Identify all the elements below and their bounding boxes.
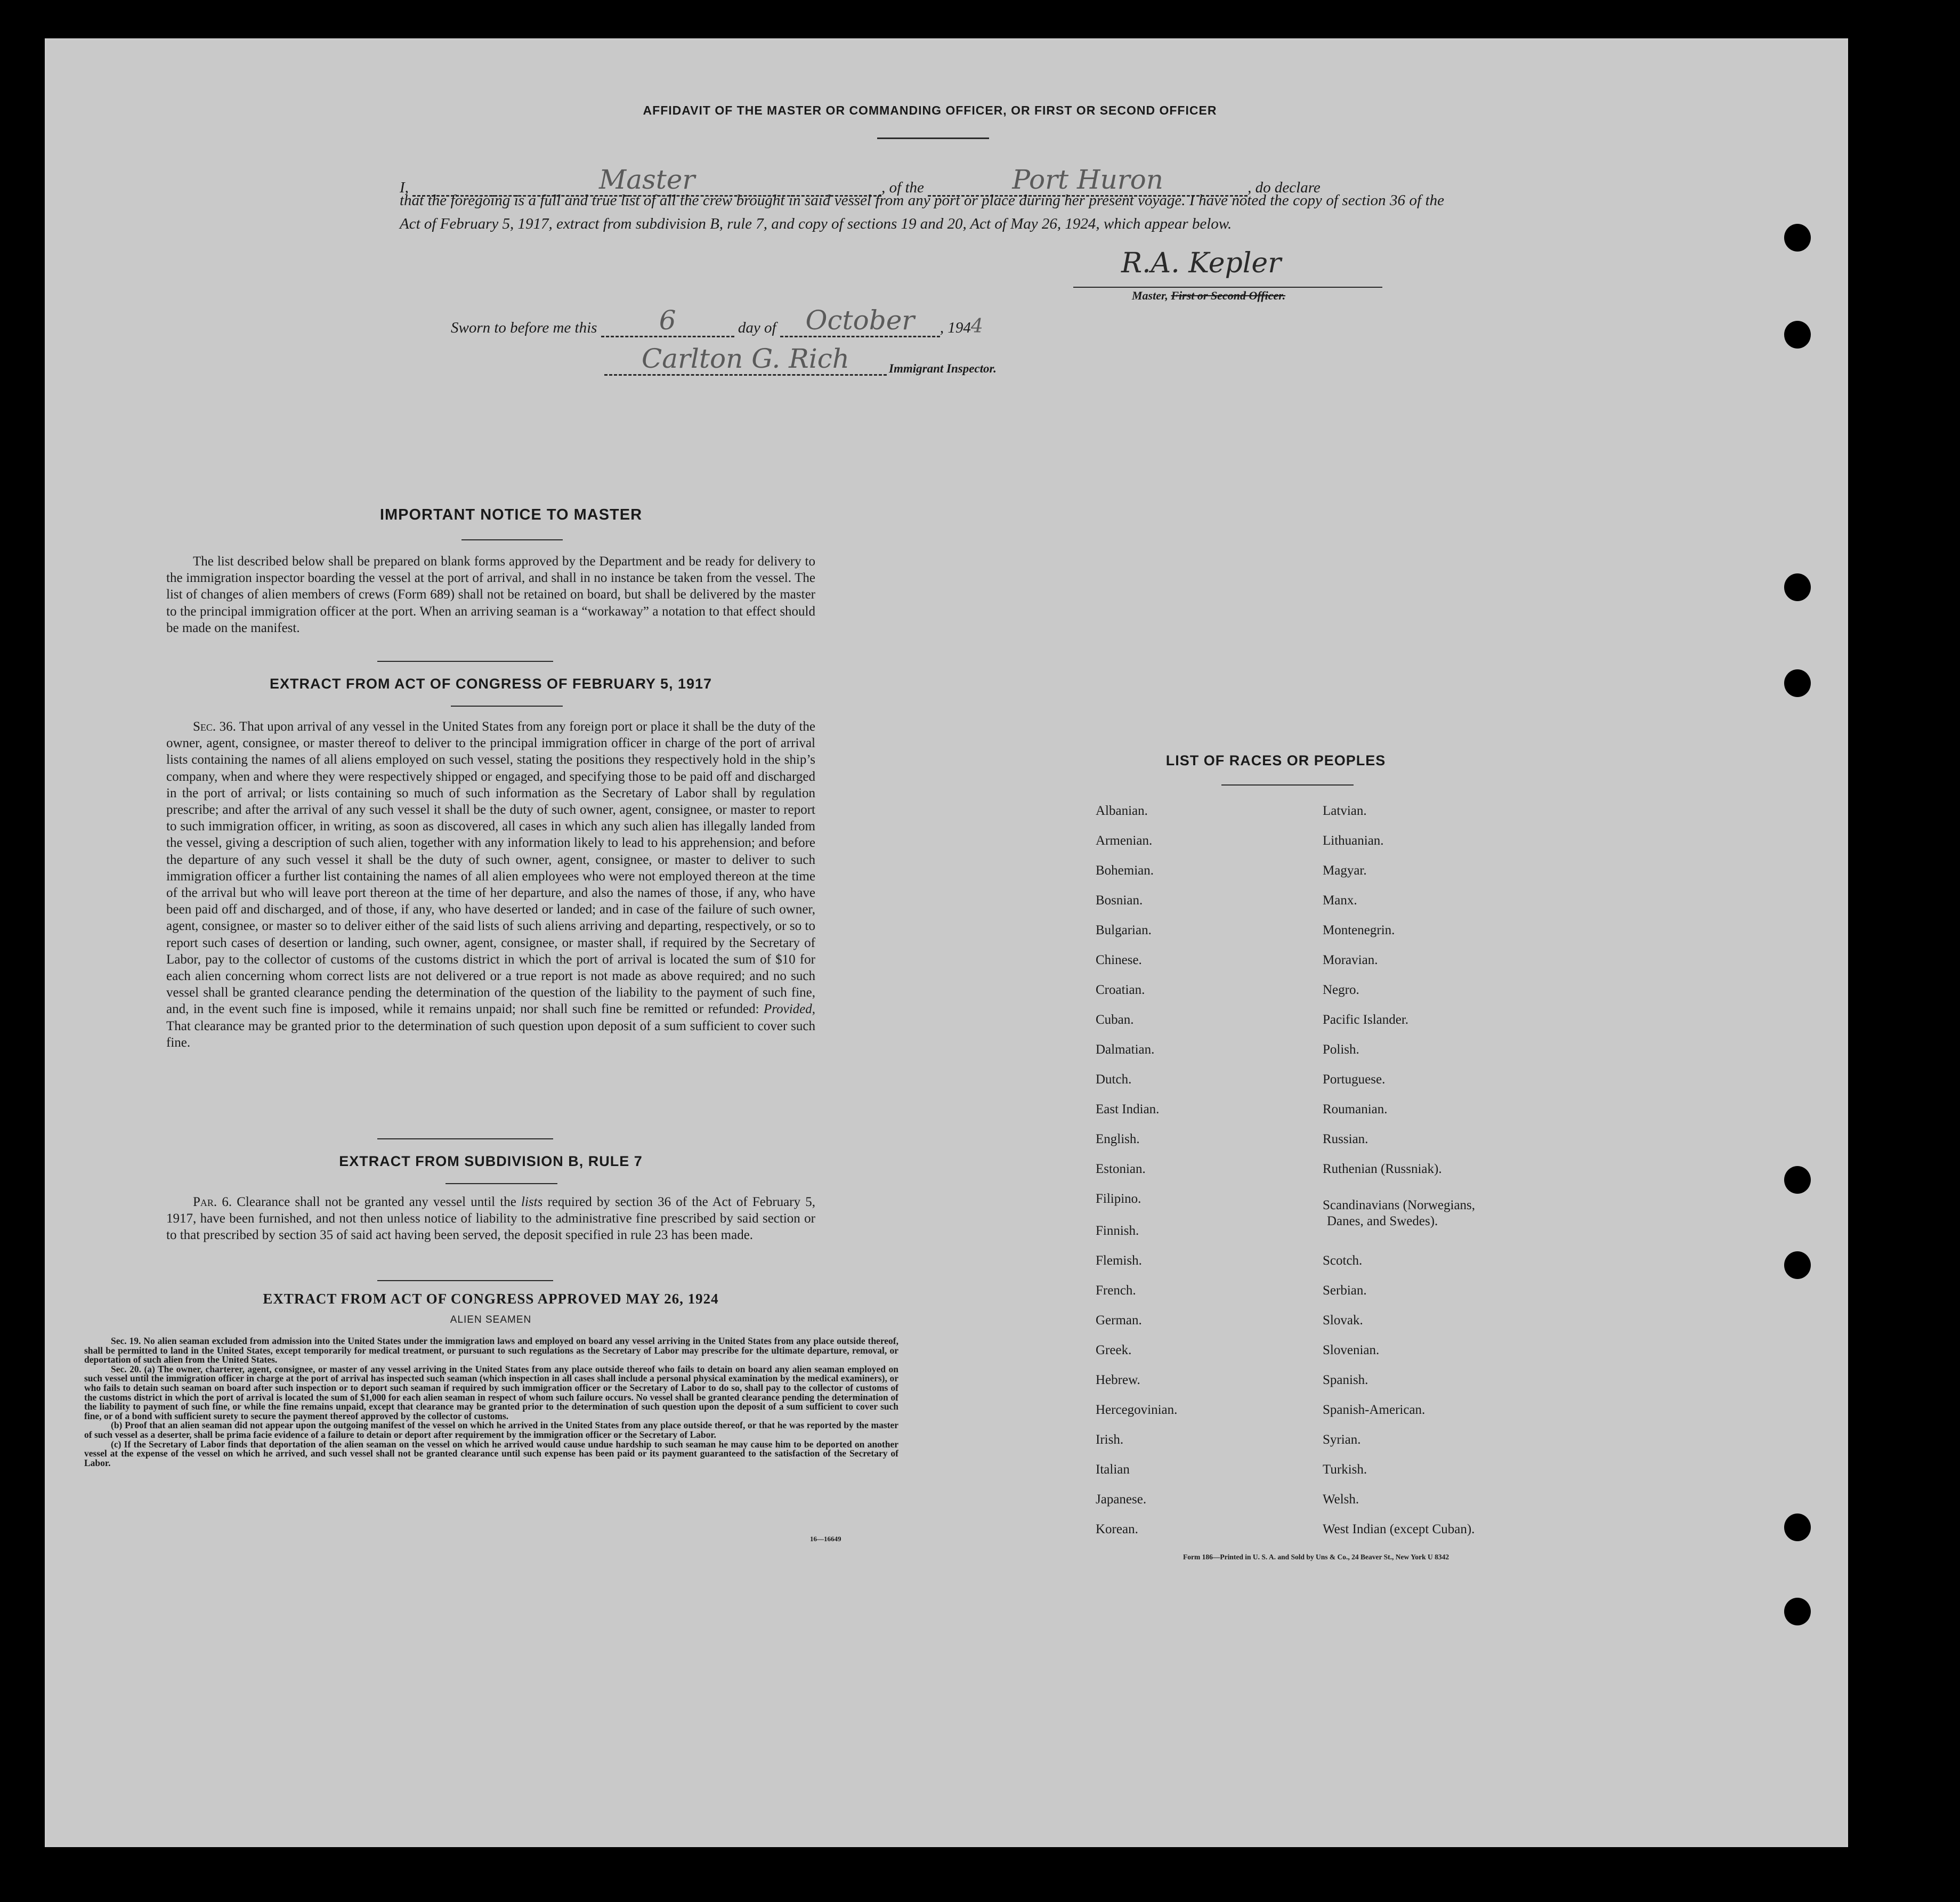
notice-body: The list described below shall be prepared on blank forms approved by the Department and be ready for delivery to the immigration inspector boarding the vessel at the port of arrival, and shall in no instance be taken from the vessel. The list of changes of alien members of crews (Form 689) shall not be retained on board, but shall be delivered by the master to the principal immigration officer at the port. When an arriving seaman is a “workaway” a notation to that effect should be made on the manifest. (166, 554, 815, 635)
race-item: Syrian. (1323, 1432, 1361, 1447)
sworn-day: 6 (601, 305, 734, 337)
sec-19: Sec. 19. No alien seaman excluded from admission into the United States under the immigration laws and employed on board any vessel arriving in the United States from any place outside thereof, shall be permitted to land in the United States, except temporarily for medical treatment, or pursuant to such regulations as the Secretary of Labor may prescribe for the ultimate departure, removal, or deportation of such alien from the United States. (84, 1336, 898, 1365)
race-item: Bulgarian. (1096, 923, 1152, 937)
par-6-label: Par. 6. (193, 1195, 232, 1209)
extract-1917-rule (451, 706, 563, 707)
race-item: Montenegrin. (1323, 923, 1395, 937)
race-item: Finnish. (1096, 1224, 1139, 1238)
race-item: Manx. (1323, 893, 1357, 908)
extract-1924-heading: EXTRACT FROM ACT OF CONGRESS APPROVED MAY 26, 1924 (263, 1291, 719, 1307)
alien-seamen-subheading: ALIEN SEAMEN (450, 1314, 532, 1325)
race-item: Roumanian. (1323, 1102, 1388, 1116)
race-item: Latvian. (1323, 804, 1367, 818)
rule7-heading: EXTRACT FROM SUBDIVISION B, RULE 7 (339, 1153, 643, 1169)
punch-hole (1784, 669, 1811, 697)
race-item: Welsh. (1323, 1492, 1359, 1507)
declarant-name: Master (412, 164, 881, 197)
vessel-prefix: , of the (881, 179, 924, 196)
race-item: Hercegovinian. (1096, 1403, 1178, 1417)
race-item: Irish. (1096, 1432, 1124, 1447)
race-item: East Indian. (1096, 1102, 1160, 1116)
declarant-prefix: I, (400, 179, 409, 196)
sec-20b: (b) Proof that an alien seaman did not appear upon the outgoing manifest of the vessel on which he arrived in the United States from any place outside thereof, or that he was reported by the master of such vessel as a deserter, shall be prima facie evidence of a failure to detain or deport after requirement by the immigration officer or the Secretary of Labor. (84, 1420, 898, 1440)
race-item: Dalmatian. (1096, 1042, 1155, 1057)
sworn-month: October (780, 305, 940, 337)
race-item: Scandinavians (Norwegians, (1323, 1198, 1476, 1212)
race-item: Flemish. (1096, 1253, 1142, 1268)
extract-1924-text (84, 1337, 898, 1468)
punch-hole (1784, 573, 1811, 601)
race-item: Cuban. (1096, 1013, 1134, 1027)
inspector-line (604, 343, 997, 376)
race-item: Estonian. (1096, 1162, 1146, 1176)
section-rule (377, 1138, 553, 1139)
race-item: Scotch. (1323, 1253, 1363, 1268)
race-item: Spanish-American. (1323, 1403, 1426, 1417)
title-rule (877, 137, 989, 139)
race-item: Slovenian. (1323, 1343, 1380, 1357)
punch-hole (1784, 1251, 1811, 1279)
rule7-text (166, 1194, 815, 1244)
sec-36-end: That clearance may be granted prior to the determination of such question upon deposit of a sum sufficient to cover such fine. (166, 1018, 815, 1050)
race-item: Russian. (1323, 1132, 1368, 1146)
race-item: Korean. (1096, 1522, 1138, 1536)
race-item: Spanish. (1323, 1373, 1368, 1387)
form-printer-line: Form 186—Printed in U. S. A. and Sold by Uns & Co., 24 Beaver St., New York U 8342 (1183, 1553, 1449, 1561)
notice-rule (461, 539, 563, 540)
race-item: Ruthenian (Russniak). (1323, 1162, 1442, 1176)
rule7-rule (446, 1183, 557, 1184)
race-item: Lithuanian. (1323, 833, 1384, 848)
race-item: Bosnian. (1096, 893, 1143, 908)
race-item: Hebrew. (1096, 1373, 1140, 1387)
race-item: German. (1096, 1313, 1142, 1328)
notice-heading: IMPORTANT NOTICE TO MASTER (379, 506, 643, 523)
sworn-line (451, 305, 983, 337)
race-item: Albanian. (1096, 804, 1148, 818)
sworn-year-digit: 4 (970, 315, 983, 337)
race-item: Armenian. (1096, 833, 1153, 848)
par-6-text-b: required by section 36 of the Act of February 5, 1917, have been furnished, and not then unless notice of liability to the administrative fine prescribed by said section or to that prescribed by section 35 of said act having been served, the deposit specified in rule 23 has been made. (166, 1195, 815, 1243)
sworn-prefix: Sworn to before me this (451, 319, 597, 336)
notice-text (166, 553, 815, 636)
extract-1917-text (166, 718, 815, 1051)
race-item: French. (1096, 1283, 1136, 1298)
race-item: West Indian (except Cuban). (1323, 1522, 1475, 1536)
master-signature: R.A. Kepler (1121, 247, 1282, 279)
punch-hole (1784, 1598, 1811, 1625)
vessel-name: Port Huron (928, 164, 1248, 197)
affidavit-title: AFFIDAVIT OF THE MASTER OR COMMANDING OFFICER, OR FIRST OR SECOND OFFICER (643, 103, 1217, 117)
sworn-day-of: day of (738, 319, 776, 336)
race-item: Negro. (1323, 983, 1359, 997)
race-item: Turkish. (1323, 1462, 1367, 1477)
extract-1917-heading: EXTRACT FROM ACT OF CONGRESS OF FEBRUARY 5, 1917 (269, 676, 712, 692)
punch-hole (1784, 1513, 1811, 1541)
declare-suffix: , do declare (1248, 179, 1321, 196)
section-rule (377, 661, 553, 662)
signature-rule (1073, 287, 1382, 288)
par-6-text-a: Clearance shall not be granted any vessel until the (237, 1195, 516, 1209)
sec-36-label: Sec. 36. (193, 719, 236, 734)
print-code: 16—16649 (810, 1535, 841, 1543)
race-item: Bohemian. (1096, 863, 1154, 878)
race-item: Portuguese. (1323, 1072, 1386, 1087)
signature-title (1132, 289, 1285, 303)
race-item: Italian (1096, 1462, 1130, 1477)
race-item: Dutch. (1096, 1072, 1132, 1087)
race-item: Chinese. (1096, 953, 1142, 967)
par-6-lists: lists (521, 1195, 543, 1209)
race-item: Magyar. (1323, 863, 1367, 878)
punch-hole (1784, 1166, 1811, 1194)
sworn-year-prefix: , 194 (939, 319, 971, 336)
punch-hole (1784, 224, 1811, 252)
punch-hole (1784, 321, 1811, 349)
sec-20c: (c) If the Secretary of Labor finds that deportation of the alien seaman on the vessel on which he arrived would cause undue hardship to such seaman he may cause him to be deported on another vessel at the expense of the vessel on which he arrived, and such vessel shall not be granted clearance until such expense has been paid or its payment guaranteed to the satisfaction of the Secretary of Labor. (84, 1438, 898, 1468)
race-item: Croatian. (1096, 983, 1145, 997)
sec-36-body: That upon arrival of any vessel in the United States from any foreign port or place it shall be the duty of the owner, agent, consignee, or master thereof to deliver to the principal immigration officer in charge of the port of arrival lists containing the names of all aliens employed on such vessel, stating the positions they respectively hold in the ship’s company, when and where they were respectively shipped or engaged, and specifying those to be paid off and discharged in the port of arrival; or lists containing so much of such information as the Secretary of Labor shall by regulation prescribe; and after the arrival of any such vessel it shall be the duty of such owner, agent, consignee, or master to report to such immigration officer, in writing, as soon as discovered, all cases in which any such alien has illegally landed from the vessel, giving a description of such alien, together with any information likely to lead to his apprehension; and before the departure of any such vessel it shall be the duty of such owner, agent, consignee, or master to deliver to such immigration officer a further list containing the names of all alien employees who were not employed thereon at the time of the arrival but who will leave port thereon at the time of her departure, and also the names of those, if any, who have been paid off and discharged, and of those, if any, who have deserted or landed; and in case of the failure of such owner, agent, consignee, or master so to deliver either of the said lists of such aliens arriving and departing, respectively, or so to report such cases of desertion or landing, such owner, agent, consignee, or master shall, if required by the Secretary of Labor, pay to the collector of customs of the customs district in which the port of arrival is located the sum of $10 for each alien concerning whom correct lists are not delivered or a true report is not made as above required; and no such vessel shall be granted clearance pending the determination of the question of the liability to the payment of such fine, and, in the event such fine is imposed, while it remains unpaid; nor shall such fine be remitted or refunded: (166, 719, 815, 1017)
title-master: Master, (1132, 289, 1168, 302)
section-rule (377, 1280, 553, 1281)
inspector-signature: Carlton G. Rich (604, 343, 887, 376)
sec-36-provided: Provided, (764, 1002, 815, 1017)
race-item: Polish. (1323, 1042, 1359, 1057)
affidavit-body: that the foregoing is a full and true list of all the crew brought in said vessel from any port or place during her present voyage. I have noted the copy of section 36 of the Act of February 5, 1917, extract from subdivision B, rule 7, and copy of sections 19 and 20, Act of May 26, 1924, which appear below. (400, 192, 1444, 232)
inspector-label: Immigrant Inspector. (889, 362, 997, 375)
race-item: Danes, and Swedes). (1327, 1214, 1438, 1228)
document-page (45, 38, 1848, 1847)
races-heading: LIST OF RACES OR PEOPLES (1165, 752, 1386, 768)
race-item: Greek. (1096, 1343, 1132, 1357)
race-item: English. (1096, 1132, 1140, 1146)
race-item: Moravian. (1323, 953, 1378, 967)
race-item: Filipino. (1096, 1192, 1141, 1206)
sec-20a: Sec. 20. (a) The owner, charterer, agent, consignee, or master of any vessel arriving in the United States from any place outside thereof who fails to detain on board any alien seaman employed on such vessel until the immigration officer in charge at the port of arrival has inspected such seaman (which inspection in all cases shall include a personal physical examination by the medical examiners), or who fails to detain such seaman on board after such inspection or to deport such seaman if required by such immigration officer or the Secretary of Labor to do so, shall pay to the collector of customs of the customs district in which the port of arrival is located the sum of $1,000 for each alien seaman in respect of whom such failure occurs. No vessel shall be granted clearance pending the determination of the liability to payment of such fine, or while the fine remains unpaid, except that clearance may be granted prior to the determination of such question upon the deposit of a sum sufficient to cover such fine, or of a bond with sufficient surety to secure the payment thereof approved by the collector of customs. (84, 1363, 898, 1421)
race-item: Serbian. (1323, 1283, 1367, 1298)
race-item: Slovak. (1323, 1313, 1363, 1328)
races-rule (1221, 784, 1354, 786)
race-item: Japanese. (1096, 1492, 1147, 1507)
title-struck: First or Second Officer. (1171, 289, 1286, 302)
race-item: Pacific Islander. (1323, 1013, 1409, 1027)
